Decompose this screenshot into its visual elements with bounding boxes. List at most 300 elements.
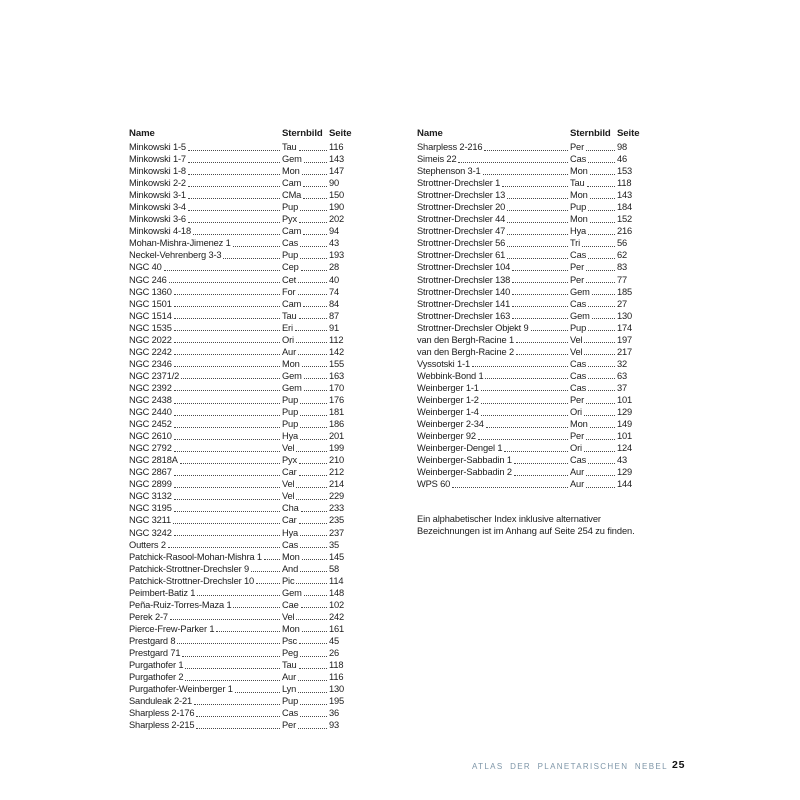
constellation: Cas — [282, 708, 299, 719]
dot-leader — [586, 282, 615, 283]
page-ref: 116 — [329, 672, 344, 683]
header-name: Name — [417, 128, 443, 139]
index-row — [417, 261, 635, 273]
constellation-cell — [570, 346, 617, 358]
page-ref: 174 — [617, 322, 633, 333]
object-name: Strottner-Drechsler 1 — [417, 178, 501, 189]
object-name: Peimbert-Batiz 1 — [129, 587, 196, 598]
constellation-cell — [282, 587, 329, 599]
constellation-cell — [570, 189, 617, 201]
dot-leader — [174, 318, 280, 319]
constellation-cell — [570, 394, 617, 406]
dot-leader — [174, 342, 280, 343]
constellation-cell — [570, 225, 617, 237]
constellation: Pic — [282, 575, 295, 586]
page-ref: 87 — [329, 310, 340, 321]
dot-leader — [584, 415, 615, 416]
dot-leader — [216, 631, 280, 632]
constellation-cell — [282, 237, 329, 249]
constellation: Mon — [282, 623, 300, 634]
object-name: Weinberger-Sabbadin 1 — [417, 455, 512, 466]
dot-leader — [472, 366, 568, 367]
dot-leader — [164, 270, 280, 271]
dot-leader — [197, 595, 280, 596]
index-row — [129, 189, 347, 201]
constellation-cell — [282, 454, 329, 466]
page-ref: 74 — [329, 286, 340, 297]
dot-leader — [296, 583, 327, 584]
index-row — [129, 322, 347, 334]
constellation: Cam — [282, 226, 302, 237]
index-row — [417, 141, 635, 153]
dot-leader — [188, 174, 280, 175]
page-ref: 190 — [329, 202, 345, 213]
constellation: Mon — [570, 419, 588, 430]
constellation-cell — [282, 346, 329, 358]
dot-leader — [174, 511, 280, 512]
table-header — [417, 127, 640, 141]
constellation: Psc — [282, 635, 298, 646]
index-row — [129, 298, 347, 310]
page-ref: 195 — [329, 696, 345, 707]
page-ref: 202 — [329, 214, 345, 225]
index-column-right — [417, 127, 640, 490]
dot-leader — [481, 403, 568, 404]
page-ref: 27 — [617, 298, 628, 309]
constellation-cell — [282, 274, 329, 286]
dot-leader — [300, 415, 327, 416]
page-ref: 91 — [329, 322, 340, 333]
object-name: Minkowski 1-7 — [129, 154, 186, 165]
running-footer-title: ATLAS DER PLANETARISCHEN NEBEL — [472, 761, 668, 771]
index-row — [129, 502, 347, 514]
page-ref: 143 — [617, 190, 633, 201]
constellation-cell — [282, 322, 329, 334]
page-ref: 101 — [617, 431, 633, 442]
index-row — [129, 442, 347, 454]
index-row — [417, 225, 635, 237]
constellation: Cam — [282, 178, 302, 189]
dot-leader — [188, 162, 280, 163]
constellation-cell — [570, 334, 617, 346]
index-row — [417, 334, 635, 346]
constellation-cell — [282, 153, 329, 165]
constellation-cell — [570, 442, 617, 454]
constellation-cell — [282, 442, 329, 454]
dot-leader — [299, 523, 327, 524]
page-ref: 35 — [329, 539, 340, 550]
index-row — [129, 201, 347, 213]
dot-leader — [193, 234, 280, 235]
index-row — [129, 454, 347, 466]
index-row — [417, 370, 635, 382]
dot-leader — [299, 668, 327, 669]
dot-leader — [586, 439, 615, 440]
object-name: Sharpless 2-216 — [417, 142, 483, 152]
dot-leader — [300, 716, 327, 717]
page-ref: 84 — [329, 298, 340, 309]
constellation-cell — [282, 286, 329, 298]
object-name: Minkowski 1-8 — [129, 166, 186, 177]
constellation: Hya — [282, 527, 299, 538]
index-row — [129, 659, 347, 671]
index-row — [417, 430, 635, 442]
page-ref: 56 — [617, 238, 628, 249]
constellation: Tau — [570, 178, 585, 189]
dot-leader — [588, 306, 615, 307]
constellation-cell — [282, 466, 329, 478]
page-ref: 155 — [329, 358, 345, 369]
constellation-cell — [282, 575, 329, 587]
index-row — [417, 274, 635, 286]
dot-leader — [174, 415, 280, 416]
page-ref: 153 — [617, 166, 633, 177]
dot-leader — [516, 342, 568, 343]
page-number: 25 — [672, 759, 686, 771]
constellation-cell — [570, 141, 617, 153]
page-ref: 101 — [617, 394, 633, 405]
dot-leader — [296, 487, 327, 488]
constellation: Mon — [282, 551, 300, 562]
constellation: Pyx — [282, 455, 298, 466]
dot-leader — [174, 306, 280, 307]
dot-leader — [174, 366, 280, 367]
constellation: Mon — [282, 166, 300, 177]
page-ref: 77 — [617, 274, 628, 285]
dot-leader — [185, 668, 280, 669]
page-ref: 28 — [329, 262, 340, 273]
dot-leader — [298, 354, 327, 355]
dot-leader — [300, 210, 327, 211]
dot-leader — [233, 607, 280, 608]
constellation: Vel — [570, 346, 583, 357]
index-row — [129, 514, 347, 526]
page-ref: 130 — [329, 684, 345, 695]
page-ref: 102 — [329, 599, 345, 610]
header-seite: Seite — [329, 128, 352, 139]
dot-leader — [507, 222, 568, 223]
dot-leader — [174, 499, 280, 500]
constellation: Hya — [570, 226, 587, 237]
constellation-cell — [282, 635, 329, 647]
index-row — [129, 647, 347, 659]
index-row — [417, 466, 635, 478]
dot-leader — [588, 210, 615, 211]
constellation-cell — [282, 298, 329, 310]
constellation-cell — [570, 165, 617, 177]
dot-leader — [485, 378, 568, 379]
constellation: Aur — [570, 479, 585, 490]
index-note — [417, 513, 697, 538]
constellation-cell — [570, 382, 617, 394]
dot-leader — [504, 451, 568, 452]
object-name: Minkowski 1-5 — [129, 142, 186, 152]
index-row — [417, 153, 635, 165]
page-ref: 129 — [617, 467, 633, 478]
constellation: Per — [570, 142, 585, 152]
dot-leader — [180, 463, 280, 464]
dot-leader — [303, 186, 327, 187]
constellation: Pup — [282, 419, 299, 430]
dot-leader — [587, 186, 615, 187]
constellation-cell — [570, 153, 617, 165]
object-name: Strottner-Drechsler 61 — [417, 250, 506, 261]
dot-leader — [588, 366, 615, 367]
constellation: Vel — [282, 491, 295, 502]
constellation: Lyn — [282, 684, 297, 695]
dot-leader — [512, 282, 568, 283]
index-row — [129, 153, 347, 165]
dot-leader — [296, 619, 327, 620]
constellation: Gem — [570, 310, 590, 321]
constellation: Tau — [282, 660, 297, 671]
constellation-cell — [282, 249, 329, 261]
page-ref: 235 — [329, 515, 345, 526]
index-row — [129, 382, 347, 394]
constellation-cell — [282, 310, 329, 322]
dot-leader — [507, 210, 568, 211]
dot-leader — [174, 487, 280, 488]
index-row — [417, 322, 635, 334]
object-name: Vyssotski 1-1 — [417, 358, 470, 369]
constellation-cell — [282, 539, 329, 551]
constellation-cell — [282, 177, 329, 189]
dot-leader — [300, 427, 327, 428]
constellation-cell — [570, 370, 617, 382]
page-ref: 242 — [329, 611, 345, 622]
constellation-cell — [282, 141, 329, 153]
index-row — [417, 454, 635, 466]
dot-leader — [174, 535, 280, 536]
object-name: Peña-Ruiz-Torres-Maza 1 — [129, 599, 232, 610]
index-row — [129, 370, 347, 382]
constellation: Gem — [282, 587, 302, 598]
constellation-cell — [570, 237, 617, 249]
constellation: Per — [570, 394, 585, 405]
index-row — [129, 249, 347, 261]
index-row — [417, 298, 635, 310]
dot-leader — [296, 451, 327, 452]
index-row — [129, 237, 347, 249]
index-row — [129, 394, 347, 406]
constellation-cell — [570, 249, 617, 261]
index-row — [417, 358, 635, 370]
constellation: Gem — [282, 382, 302, 393]
page-ref: 217 — [617, 346, 633, 357]
constellation-cell — [570, 286, 617, 298]
constellation: Gem — [282, 370, 302, 381]
dot-leader — [582, 246, 615, 247]
object-name: Minkowski 3-4 — [129, 202, 186, 213]
dot-leader — [458, 162, 568, 163]
dot-leader — [303, 198, 327, 199]
dot-leader — [301, 511, 327, 512]
constellation-cell — [282, 358, 329, 370]
dot-leader — [302, 559, 327, 560]
page-ref: 147 — [329, 166, 345, 177]
constellation: Ori — [282, 334, 294, 345]
object-name: NGC 2371/2 — [129, 370, 180, 381]
page-ref: 40 — [329, 274, 340, 285]
dot-leader — [299, 150, 327, 151]
constellation-cell — [282, 490, 329, 502]
dot-leader — [584, 354, 615, 355]
page-ref: 143 — [329, 154, 345, 165]
constellation: Pup — [570, 202, 587, 213]
page-ref: 37 — [617, 382, 628, 393]
constellation: Cam — [282, 298, 302, 309]
object-name: Weinberger-Dengel 1 — [417, 443, 503, 454]
constellation-cell — [282, 695, 329, 707]
constellation-cell — [282, 334, 329, 346]
index-row — [417, 394, 635, 406]
object-name: Sharpless 2-215 — [129, 720, 195, 731]
page-ref: 130 — [617, 310, 633, 321]
dot-leader — [502, 186, 568, 187]
constellation: Per — [570, 262, 585, 273]
dot-leader — [302, 366, 327, 367]
page-ref: 83 — [617, 262, 628, 273]
dot-leader — [196, 716, 280, 717]
page-ref: 32 — [617, 358, 628, 369]
constellation: Mon — [570, 214, 588, 225]
object-name: Minkowski 3-1 — [129, 190, 186, 201]
index-row — [129, 406, 347, 418]
page-ref: 58 — [329, 563, 340, 574]
index-row — [417, 442, 635, 454]
object-name: NGC 1360 — [129, 286, 172, 297]
dot-leader — [174, 294, 280, 295]
object-name: Patchick-Rasool-Mohan-Mishra 1 — [129, 551, 262, 562]
object-name: Outters 2 — [129, 539, 166, 550]
constellation-cell — [570, 177, 617, 189]
constellation-cell — [570, 213, 617, 225]
constellation-cell — [282, 189, 329, 201]
dot-leader — [194, 704, 280, 705]
constellation: Cas — [570, 154, 587, 165]
dot-leader — [299, 222, 327, 223]
object-name: Strottner-Drechsler 163 — [417, 310, 511, 321]
dot-leader — [516, 354, 568, 355]
page-ref: 90 — [329, 178, 340, 189]
constellation: Per — [570, 274, 585, 285]
object-name: Strottner-Drechsler 44 — [417, 214, 506, 225]
index-row — [417, 286, 635, 298]
dot-leader — [174, 354, 280, 355]
dot-leader — [298, 692, 327, 693]
index-row — [129, 623, 347, 635]
constellation-cell — [282, 430, 329, 442]
dot-leader — [514, 463, 568, 464]
index-row — [129, 430, 347, 442]
constellation: And — [282, 563, 299, 574]
dot-leader — [300, 246, 327, 247]
constellation: Cae — [282, 599, 299, 610]
index-row — [417, 237, 635, 249]
page-ref: 229 — [329, 491, 345, 502]
constellation: Tau — [282, 142, 297, 152]
constellation-cell — [570, 298, 617, 310]
dot-leader — [478, 439, 568, 440]
constellation-cell — [282, 599, 329, 611]
page-ref: 148 — [329, 587, 345, 598]
constellation-cell — [282, 382, 329, 394]
object-name: Strottner-Drechsler Objekt 9 — [417, 322, 529, 333]
dot-leader — [584, 451, 615, 452]
index-row — [129, 719, 347, 731]
object-name: NGC 246 — [129, 274, 167, 285]
index-row — [417, 189, 635, 201]
header-sternbild: Sternbild — [570, 128, 611, 139]
constellation-cell — [570, 406, 617, 418]
object-name: Weinberger 1-1 — [417, 382, 479, 393]
dot-leader — [586, 475, 615, 476]
dot-leader — [303, 306, 327, 307]
object-name: Minkowski 2-2 — [129, 178, 186, 189]
constellation-cell — [570, 358, 617, 370]
object-name: Sharpless 2-176 — [129, 708, 195, 719]
object-name: Weinberger 92 — [417, 431, 476, 442]
object-name: Sanduleak 2-21 — [129, 696, 193, 707]
page-ref: 185 — [617, 286, 633, 297]
index-row — [129, 587, 347, 599]
dot-leader — [303, 234, 327, 235]
index-row — [129, 551, 347, 563]
dot-leader — [481, 415, 568, 416]
dot-leader — [181, 378, 280, 379]
constellation: Vel — [282, 479, 295, 490]
constellation: Cas — [570, 250, 587, 261]
dot-leader — [174, 330, 280, 331]
constellation-cell — [282, 201, 329, 213]
constellation-cell — [282, 165, 329, 177]
dot-leader — [298, 680, 327, 681]
object-name: Mohan-Mishra-Jimenez 1 — [129, 238, 231, 249]
index-row — [129, 575, 347, 587]
object-name: NGC 3132 — [129, 491, 172, 502]
index-note-line2: Bezeichnungen ist im Anhang auf Seite 254 zu finden. — [417, 526, 635, 537]
page-ref: 152 — [617, 214, 633, 225]
constellation: Cep — [282, 262, 299, 273]
index-row — [129, 274, 347, 286]
object-name: van den Bergh-Racine 2 — [417, 346, 514, 357]
constellation: Mon — [570, 166, 588, 177]
object-name: NGC 2867 — [129, 467, 172, 478]
dot-leader — [302, 631, 327, 632]
dot-leader — [298, 282, 327, 283]
dot-leader — [531, 330, 568, 331]
index-row — [129, 563, 347, 575]
dot-leader — [590, 174, 615, 175]
object-name: Strottner-Drechsler 56 — [417, 238, 506, 249]
page-ref: 163 — [329, 370, 345, 381]
constellation: Peg — [282, 647, 299, 658]
object-name: Weinberger 2-34 — [417, 419, 484, 430]
dot-leader — [174, 475, 280, 476]
object-name: Minkowski 4-18 — [129, 226, 191, 237]
object-name: NGC 2346 — [129, 358, 172, 369]
dot-leader — [584, 342, 615, 343]
dot-leader — [592, 318, 615, 319]
page-ref: 118 — [329, 660, 344, 671]
dot-leader — [507, 198, 568, 199]
dot-leader — [188, 198, 280, 199]
constellation: Cha — [282, 503, 299, 514]
index-row — [417, 382, 635, 394]
page-ref: 94 — [329, 226, 340, 237]
index-row — [129, 225, 347, 237]
constellation-cell — [570, 322, 617, 334]
